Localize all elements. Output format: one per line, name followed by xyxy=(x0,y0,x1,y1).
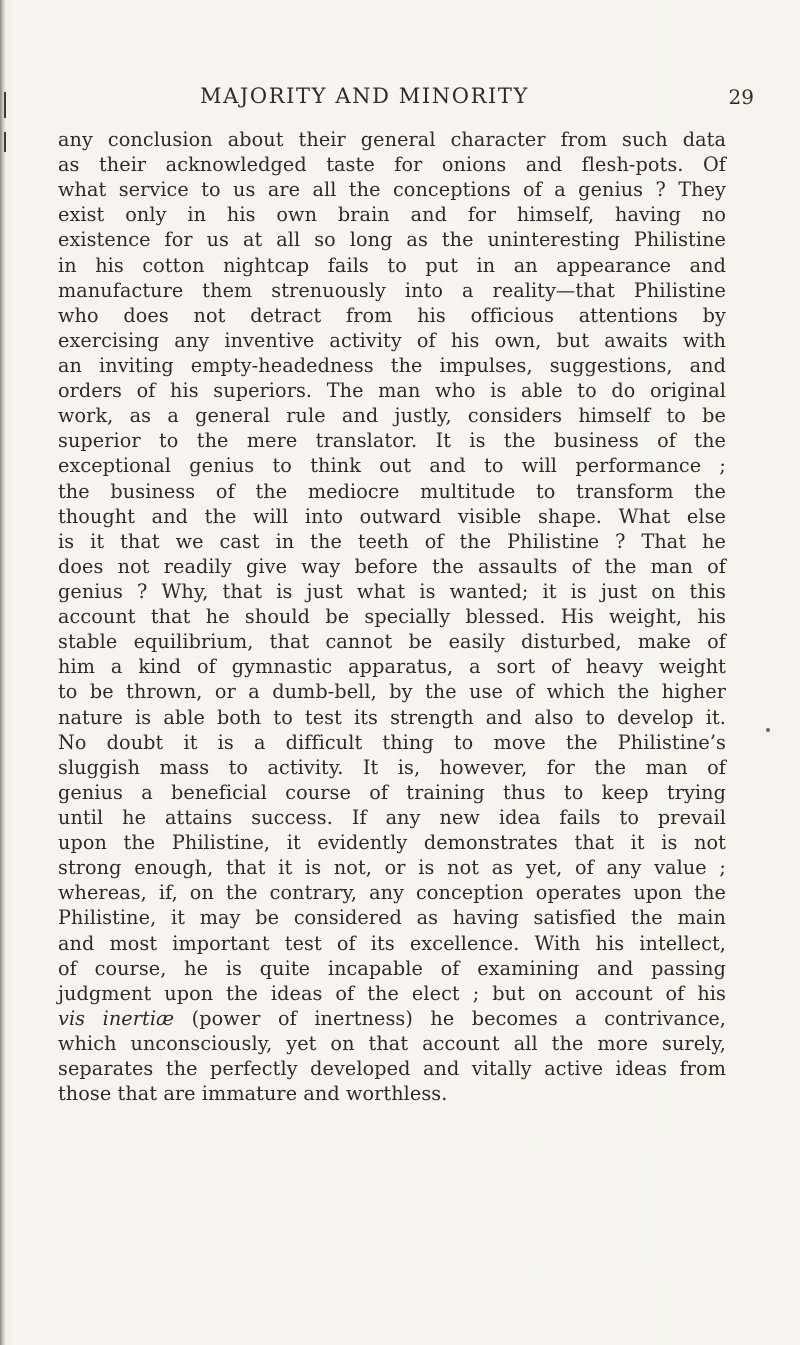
text-line-last: those that are immature and worthless. xyxy=(58,1082,448,1106)
text-line: genius ? Why, that is just what is wanted; it is just on this xyxy=(58,579,726,603)
text-line: superior to the mere translator. It is the business of the xyxy=(58,429,726,453)
text-line: strong enough, that it is not, or is not as yet, of any value ; xyxy=(58,856,726,880)
text-line: orders of his superiors. The man who is able to do original xyxy=(58,379,726,403)
text-line: existence for us at all so long as the uninteresting Philistine xyxy=(58,228,726,252)
text-line: any conclusion about their general character from such data xyxy=(58,128,726,151)
text-line: stable equilibrium, that cannot be easily disturbed, make of xyxy=(58,630,726,654)
page-gutter-shadow xyxy=(0,0,6,1345)
text-line: No doubt it is a difficult thing to move the Philistine’s xyxy=(58,730,726,754)
text-line-rest: (power of inertness) he becomes a contrivance, xyxy=(174,1006,726,1030)
binding-mark xyxy=(4,92,6,118)
text-line: Philistine, it may be considered as having satisfied the main xyxy=(58,906,726,930)
paper-speck xyxy=(766,728,770,732)
text-line: to be thrown, or a dumb-bell, by the use of which the higher xyxy=(58,680,726,704)
text-line-italic xyxy=(58,1006,726,1031)
text-line: exceptional genius to think out and to will performance ; xyxy=(58,454,726,478)
text-line: whereas, if, on the contrary, any conception operates upon the xyxy=(58,881,726,905)
text-line: nature is able both to test its strength and also to develop it. xyxy=(58,705,726,729)
text-line: does not readily give way before the assaults of the man of xyxy=(58,554,726,578)
text-line: him a kind of gymnastic apparatus, a sort of heavy weight xyxy=(58,655,726,679)
page-number: 29 xyxy=(728,85,754,109)
text-line: which unconsciously, yet on that account all the more surely, xyxy=(58,1031,726,1055)
text-line: manufacture them strenuously into a reality—that Philistine xyxy=(58,278,726,302)
text-line: exist only in his own brain and for himself, having no xyxy=(58,203,726,227)
text-line: thought and the will into outward visible shape. What else xyxy=(58,504,726,528)
latin-phrase: vis inertiæ xyxy=(58,1006,175,1030)
text-line: an inviting empty-headedness the impulses, suggestions, and xyxy=(58,353,726,377)
text-line: what service to us are all the conceptions of a genius ? They xyxy=(58,178,726,202)
text-line: separates the perfectly developed and vitally active ideas from xyxy=(58,1057,726,1081)
text-line: in his cotton nightcap fails to put in an appearance and xyxy=(58,253,726,277)
text-line: upon the Philistine, it evidently demonstrates that it is not xyxy=(58,831,726,855)
text-line: of course, he is quite incapable of examining and passing xyxy=(58,956,726,980)
body-text xyxy=(58,127,726,1106)
text-line: account that he should be specially blessed. His weight, his xyxy=(58,605,726,629)
running-head: MAJORITY AND MINORITY xyxy=(200,84,529,108)
text-line: sluggish mass to activity. It is, however, for the man of xyxy=(58,755,726,779)
text-line: and most important test of its excellence. With his intellect, xyxy=(58,931,726,955)
text-line: who does not detract from his officious attentions by xyxy=(58,303,726,327)
text-line: the business of the mediocre multitude to transform the xyxy=(58,479,726,503)
text-line: as their acknowledged taste for onions and flesh-pots. Of xyxy=(58,153,726,177)
text-line: exercising any inventive activity of his own, but awaits with xyxy=(58,328,726,352)
text-line: is it that we cast in the teeth of the Philistine ? That he xyxy=(58,529,726,553)
text-line: until he attains success. If any new idea fails to prevail xyxy=(58,805,726,829)
text-line: judgment upon the ideas of the elect ; but on account of his xyxy=(58,981,726,1005)
text-line: genius a beneficial course of training thus to keep trying xyxy=(58,780,726,804)
text-line: work, as a general rule and justly, considers himself to be xyxy=(58,404,726,428)
page-header xyxy=(90,84,778,114)
binding-mark xyxy=(4,132,6,152)
